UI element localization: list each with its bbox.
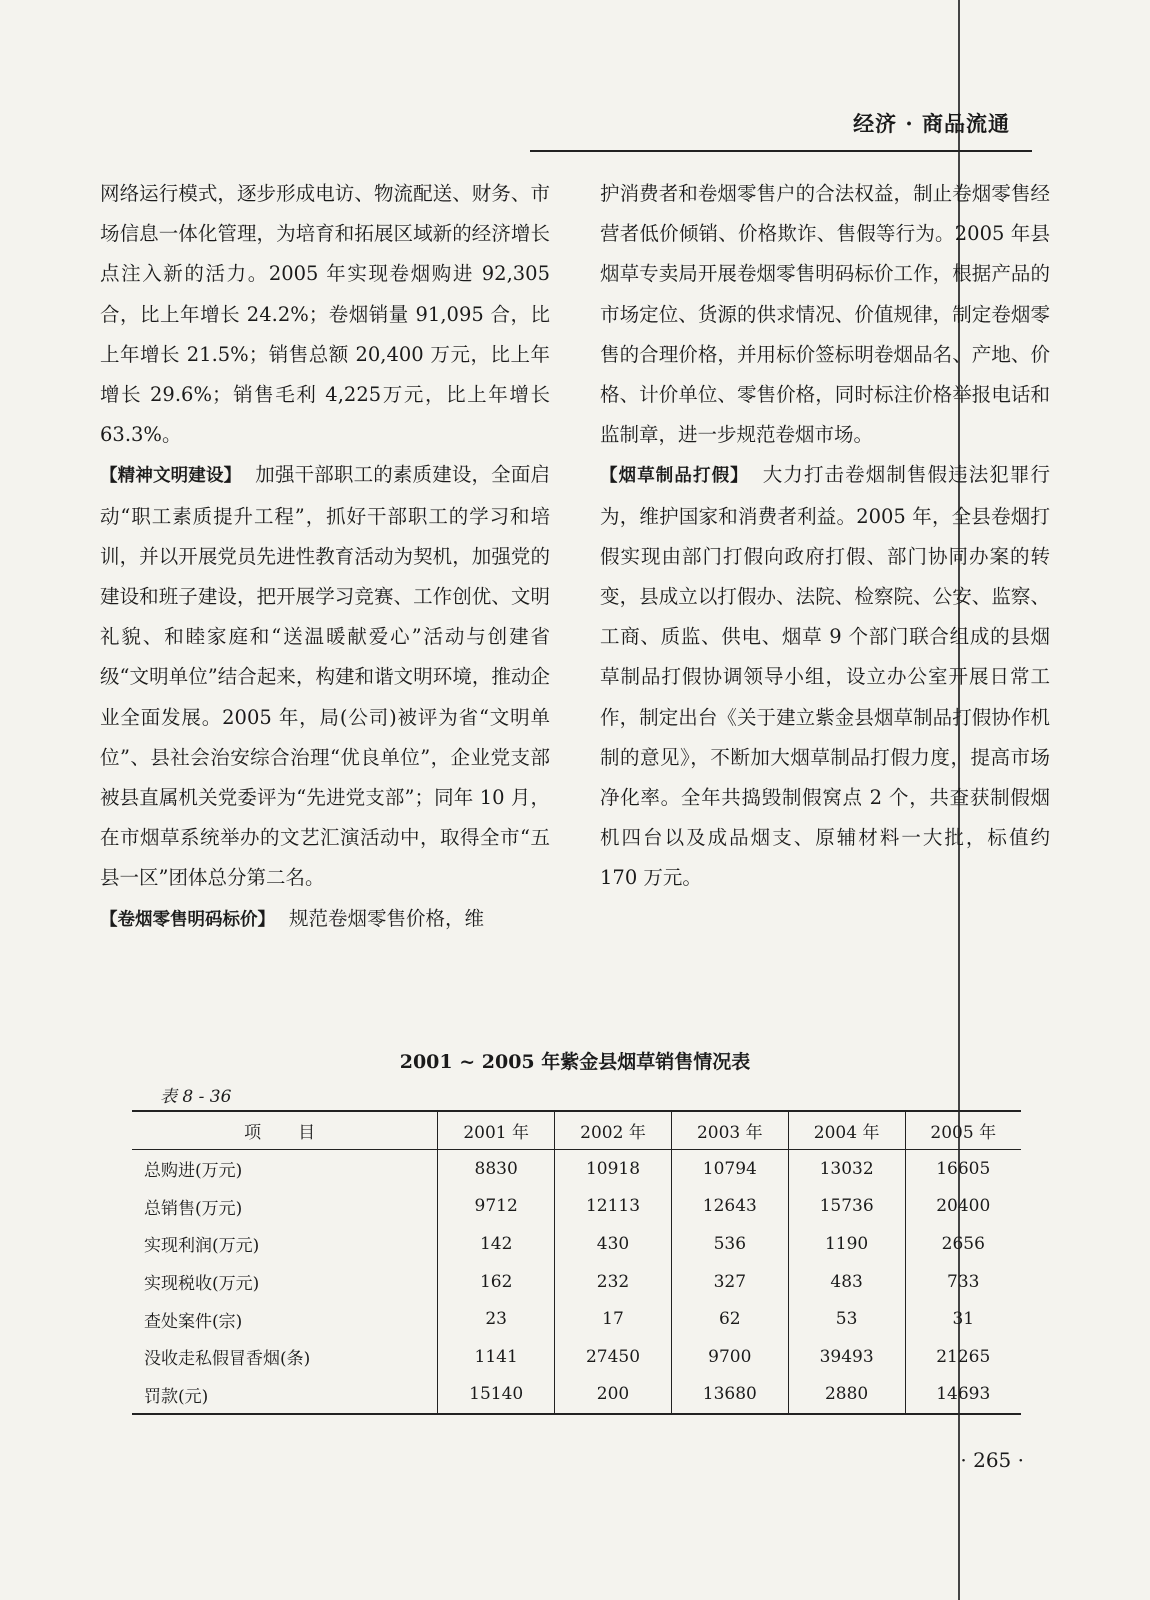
section-heading: 【精神文明建设】 xyxy=(100,466,242,487)
paragraph xyxy=(100,455,550,898)
table-title: 2001 ~ 2005 年紫金县烟草销售情况表 xyxy=(399,1051,751,1073)
column-header: 2001 年 xyxy=(438,1111,555,1150)
table-cell: 1141 xyxy=(438,1338,555,1376)
row-label: 总购进(万元) xyxy=(144,1161,243,1182)
running-header: 经济 · 商品流通 xyxy=(853,111,1010,136)
right-column xyxy=(600,174,1050,899)
table-cell: 23 xyxy=(438,1300,555,1338)
table-cell: 39493 xyxy=(788,1338,905,1376)
paragraph xyxy=(600,455,1050,898)
table-cell: 327 xyxy=(671,1263,788,1301)
section-body: 规范卷烟零售价格，维 xyxy=(289,906,485,930)
table-cell: 536 xyxy=(671,1225,788,1263)
table-cell: 9700 xyxy=(671,1338,788,1376)
table-cell: 17 xyxy=(555,1300,672,1338)
table-cell: 2880 xyxy=(788,1376,905,1415)
row-label: 实现税收(万元) xyxy=(144,1274,260,1295)
table-cell: 62 xyxy=(671,1300,788,1338)
left-column xyxy=(100,174,550,940)
table-cell: 10794 xyxy=(671,1150,788,1188)
table-cell: 16605 xyxy=(905,1150,1021,1188)
table-row xyxy=(132,1300,1021,1338)
table-cell: 21265 xyxy=(905,1338,1021,1376)
table-row xyxy=(132,1188,1021,1226)
table-row xyxy=(132,1263,1021,1301)
header-rule xyxy=(530,150,1032,152)
table-cell: 232 xyxy=(555,1263,672,1301)
row-label: 没收走私假冒香烟(条) xyxy=(144,1349,311,1370)
row-label: 查处案件(宗) xyxy=(144,1311,243,1332)
table-cell: 2656 xyxy=(905,1225,1021,1263)
column-header: 项 目 xyxy=(132,1111,438,1150)
section-heading: 【烟草制品打假】 xyxy=(600,466,749,487)
table-cell: 142 xyxy=(438,1225,555,1263)
table-row xyxy=(132,1338,1021,1376)
table-cell: 200 xyxy=(555,1376,672,1415)
table-cell: 14693 xyxy=(905,1376,1021,1415)
table-cell: 10918 xyxy=(555,1150,672,1188)
table-cell: 1190 xyxy=(788,1225,905,1263)
table-header-row xyxy=(132,1111,1021,1150)
table-cell: 13032 xyxy=(788,1150,905,1188)
column-header: 2004 年 xyxy=(788,1111,905,1150)
table-cell: 31 xyxy=(905,1300,1021,1338)
table-cell: 12643 xyxy=(671,1188,788,1226)
column-header: 2002 年 xyxy=(555,1111,672,1150)
row-label: 罚款(元) xyxy=(132,1376,438,1415)
table-row xyxy=(132,1150,1021,1188)
section-body: 加强干部职工的素质建设，全面启动“职工素质提升工程”，抓好干部职工的学习和培训，并以开展党员先进性教育活动为契机，加强党的建设和班子建设，把开展学习竞赛、工作创优、文明礼貌、和睦家庭和“送温暖献爱心”活动与创建省级“文明单位”结合起来，构建和谐文明环境，推动企业全面发展。2005 年，局(公司)被评为省“文明单位”、县社会治安综合治理“优良单位”，企业党支部被县直属机关党委评为“先进党支部”；同年 10 月，在市烟草系统举办的文艺汇演活动中，取得全市“五县一区”团体总分第二名。 xyxy=(100,463,550,890)
table-cell: 27450 xyxy=(555,1338,672,1376)
sales-table xyxy=(132,1110,1021,1415)
table-cell: 13680 xyxy=(671,1376,788,1415)
section-body: 大力打击卷烟制售假违法犯罪行为，维护国家和消费者利益。2005 年，全县卷烟打假实现由部门打假向政府打假、部门协同办案的转变，县成立以打假办、法院、检察院、公安、监察、工商、质监、供电、烟草 9 个部门联合组成的县烟草制品打假协调领导小组，设立办公室开展日常工作，制定出台《关于建立紫金县烟草制品打假协作机制的意见》，不断加大烟草制品打假力度，提高市场净化率。全年共捣毁制假窝点 2 个，共查获制假烟机四台以及成品烟支、原辅材料一大批，标值约 170 万元。 xyxy=(600,463,1050,890)
paragraph xyxy=(100,899,550,940)
table-row xyxy=(132,1225,1021,1263)
table-cell: 9712 xyxy=(438,1188,555,1226)
table-cell: 15736 xyxy=(788,1188,905,1226)
table-cell: 15140 xyxy=(438,1376,555,1415)
section-heading: 【卷烟零售明码标价】 xyxy=(100,909,275,930)
table-cell: 20400 xyxy=(905,1188,1021,1226)
table-cell: 53 xyxy=(788,1300,905,1338)
table-cell: 8830 xyxy=(438,1150,555,1188)
row-label: 实现利润(万元) xyxy=(144,1236,260,1257)
column-header: 2003 年 xyxy=(671,1111,788,1150)
paragraph: 护消费者和卷烟零售户的合法权益，制止卷烟零售经营者低价倾销、价格欺诈、售假等行为。2005 年县烟草专卖局开展卷烟零售明码标价工作，根据产品的市场定位、货源的供求情况、价值规律，制定卷烟零售的合理价格，并用标价签标明卷烟品名、产地、价格、计价单位、零售价格，同时标注价格举报电话和监制章，进一步规范卷烟市场。 xyxy=(600,182,1050,447)
paragraph: 网络运行模式，逐步形成电访、物流配送、财务、市场信息一体化管理，为培育和拓展区域新的经济增长点注入新的活力。2005 年实现卷烟购进 92,305 合，比上年增长 24.2%；卷烟销量 91,095 合，比上年增长 21.5%；销售总额 20,400 万元，比上年增长 29.6%；销售毛利 4,225万元，比上年增长 63.3%。 xyxy=(100,182,550,447)
table-row xyxy=(132,1376,1021,1415)
page-number: · 265 · xyxy=(960,1448,1024,1472)
table-cell: 733 xyxy=(905,1263,1021,1301)
table-cell: 483 xyxy=(788,1263,905,1301)
column-header: 2005 年 xyxy=(905,1111,1021,1150)
table-id: 表 8 - 36 xyxy=(160,1087,232,1107)
table-cell: 430 xyxy=(555,1225,672,1263)
table-cell: 12113 xyxy=(555,1188,672,1226)
row-label: 总销售(万元) xyxy=(144,1198,243,1219)
table-cell: 162 xyxy=(438,1263,555,1301)
